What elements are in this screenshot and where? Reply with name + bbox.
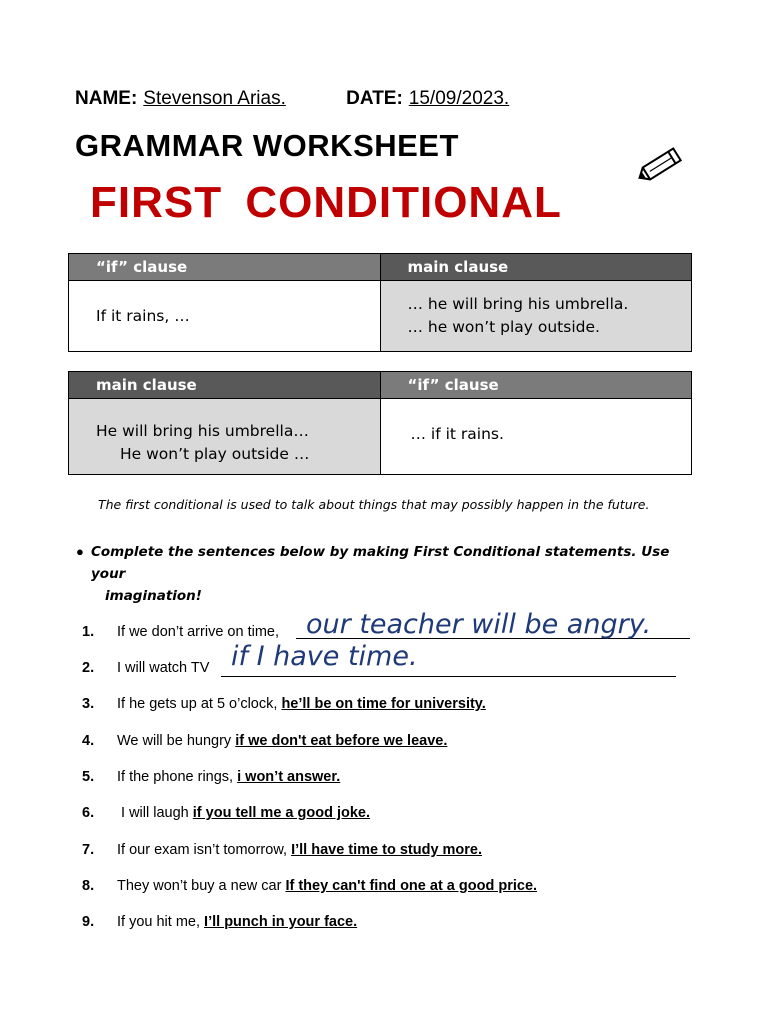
handwritten-answer-2: if I have time. [231, 641, 418, 672]
answer-3: he’ll be on time for university. [281, 696, 486, 712]
answer-7: I’ll have time to study more. [291, 842, 483, 858]
answer-4: if we don't eat before we leave. [235, 733, 448, 749]
table1-main-line-1: … he will bring his umbrella. [407, 295, 629, 313]
table2-header-if-clause: “if” clause [380, 372, 692, 399]
table2-header-main-clause: main clause [69, 372, 381, 399]
topic-title: FIRST CONDITIONAL [90, 178, 562, 227]
exercise-item-8: 8. They won’t buy a new car If they can't find one at a good price. [82, 878, 538, 894]
header-line [75, 88, 509, 110]
exercise-item-1: 1. If we don’t arrive on time, [82, 624, 279, 640]
name-label: NAME: [75, 88, 138, 109]
if-first-table [68, 253, 692, 352]
date-label: DATE: [346, 88, 403, 109]
usage-note: The first conditional is used to talk about things that may possibly happen in the future. [98, 497, 650, 512]
answer-8: If they can't find one at a good price. [285, 878, 538, 894]
date-value: 15/09/2023. [408, 88, 510, 109]
exercise-item-6: 6. I will laugh if you tell me a good joke. [82, 805, 371, 821]
table1-header-main-clause: main clause [380, 254, 692, 281]
worksheet-title: GRAMMAR WORKSHEET [75, 128, 459, 163]
table2-main-line-1: He will bring his umbrella… [96, 421, 309, 440]
instruction-line-2: imagination! [105, 588, 202, 604]
bullet-icon: ● [76, 544, 84, 559]
answer-6: if you tell me a good joke. [192, 805, 371, 821]
answer-5: i won’t answer. [237, 769, 341, 785]
exercise-item-3: 3. If he gets up at 5 o’clock, he’ll be on time for university. [82, 696, 486, 712]
table1-header-if-clause: “if” clause [69, 254, 381, 281]
main-first-table [68, 371, 692, 475]
exercise-item-4: 4. We will be hungry if we don't eat before we leave. [82, 733, 448, 749]
instruction [91, 541, 681, 607]
table2-main-line-2: He won’t play outside … [120, 444, 310, 463]
table2-cell-if-clause: … if it rains. [380, 399, 692, 475]
instruction-line-1: Complete the sentences below by making First Conditional statements. Use your [91, 544, 670, 582]
exercise-item-9: 9. If you hit me, I’ll punch in your face. [82, 914, 358, 930]
name-value: Stevenson Arias. [143, 88, 286, 109]
exercise-item-5: 5. If the phone rings, i won’t answer. [82, 769, 341, 785]
table1-cell-main-clause [380, 281, 692, 352]
exercise-item-2: 2. I will watch TV [82, 660, 210, 676]
pencil-icon [630, 140, 690, 190]
table2-cell-main-clause [69, 399, 381, 475]
handwritten-answer-1: our teacher will be angry. [306, 609, 652, 640]
answer-9: I’ll punch in your face. [204, 914, 358, 930]
table1-cell-if-clause: If it rains, … [69, 281, 381, 352]
exercise-item-7: 7. If our exam isn’t tomorrow, I’ll have time to study more. [82, 842, 483, 858]
table1-main-line-2: … he won’t play outside. [407, 318, 600, 336]
